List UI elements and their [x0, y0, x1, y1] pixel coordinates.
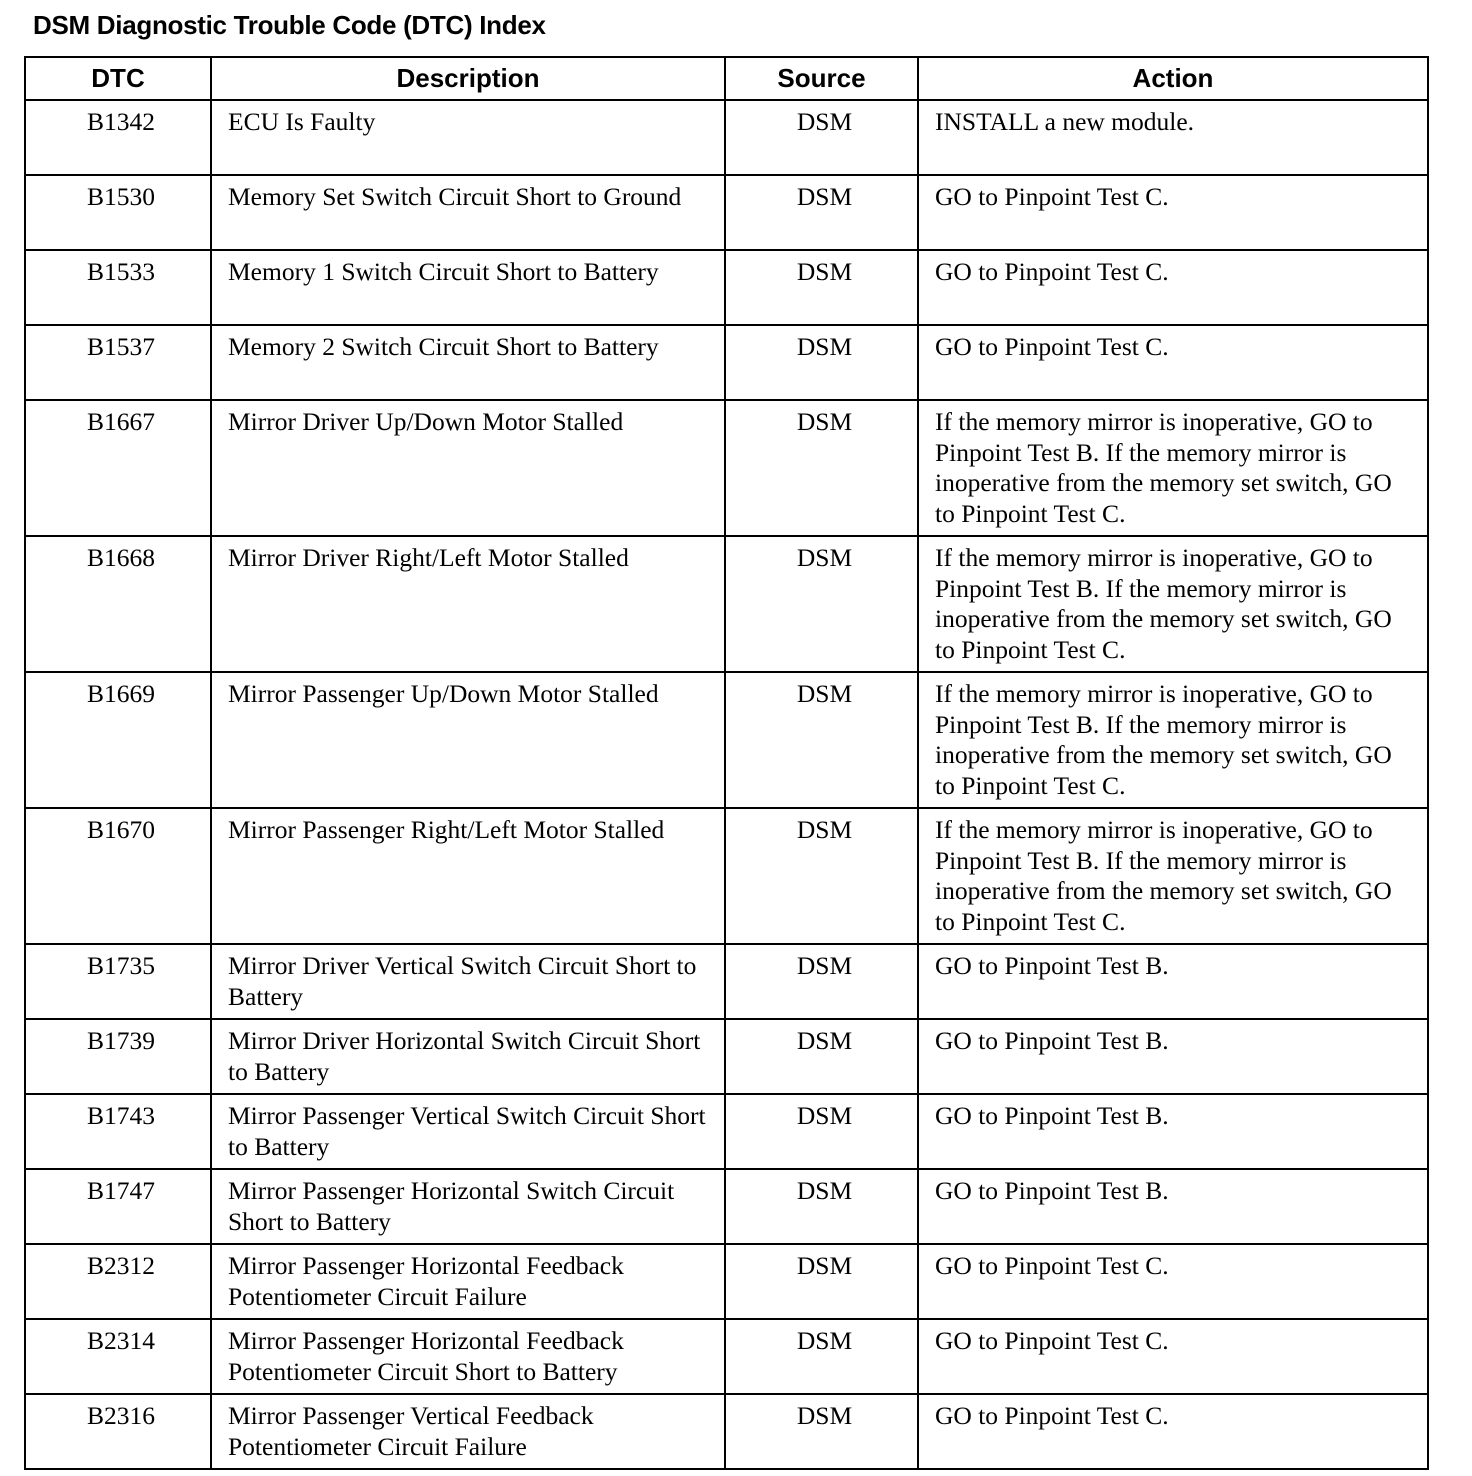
dtc-description: Mirror Passenger Horizontal Feedback Potentiometer Circuit Short to Battery: [211, 1319, 725, 1394]
table-row: [25, 250, 1428, 325]
table-header-row: [25, 57, 1428, 100]
dtc-source: DSM: [725, 250, 918, 325]
dtc-description: Mirror Passenger Up/Down Motor Stalled: [211, 672, 725, 808]
dtc-description: Mirror Passenger Vertical Feedback Potentiometer Circuit Failure: [211, 1394, 725, 1469]
page-title: DSM Diagnostic Trouble Code (DTC) Index: [33, 10, 546, 40]
dtc-code: B1747: [25, 1169, 211, 1244]
table-row: [25, 808, 1428, 944]
dtc-code: B1537: [25, 325, 211, 400]
dtc-source: DSM: [725, 808, 918, 944]
dtc-description: Mirror Passenger Vertical Switch Circuit Short to Battery: [211, 1094, 725, 1169]
table-row: [25, 400, 1428, 536]
dtc-code: B1533: [25, 250, 211, 325]
dtc-description: Mirror Driver Vertical Switch Circuit Short to Battery: [211, 944, 725, 1019]
dtc-action: If the memory mirror is inoperative, GO to Pinpoint Test B. If the memory mirror is inoperative from the memory set switch, GO to Pinpoint Test C.: [918, 400, 1428, 536]
dtc-action: GO to Pinpoint Test C.: [918, 175, 1428, 250]
dtc-index-table: [24, 56, 1429, 1470]
dtc-description: Memory 1 Switch Circuit Short to Battery: [211, 250, 725, 325]
dtc-code: B1735: [25, 944, 211, 1019]
dtc-description: Mirror Driver Right/Left Motor Stalled: [211, 536, 725, 672]
dtc-action: GO to Pinpoint Test C.: [918, 1319, 1428, 1394]
dtc-source: DSM: [725, 1019, 918, 1094]
dtc-source: DSM: [725, 1094, 918, 1169]
dtc-action: If the memory mirror is inoperative, GO to Pinpoint Test B. If the memory mirror is inoperative from the memory set switch, GO to Pinpoint Test C.: [918, 536, 1428, 672]
table-row: [25, 1319, 1428, 1394]
dtc-description: Mirror Passenger Horizontal Switch Circuit Short to Battery: [211, 1169, 725, 1244]
dtc-source: DSM: [725, 1394, 918, 1469]
dtc-action: GO to Pinpoint Test C.: [918, 250, 1428, 325]
dtc-source: DSM: [725, 1169, 918, 1244]
dtc-code: B1342: [25, 100, 211, 175]
dtc-code: B1668: [25, 536, 211, 672]
dtc-description: Memory Set Switch Circuit Short to Ground: [211, 175, 725, 250]
dtc-description: Mirror Driver Horizontal Switch Circuit Short to Battery: [211, 1019, 725, 1094]
dtc-description: ECU Is Faulty: [211, 100, 725, 175]
dtc-action: GO to Pinpoint Test B.: [918, 1169, 1428, 1244]
dtc-code: B1669: [25, 672, 211, 808]
dtc-source: DSM: [725, 400, 918, 536]
dtc-code: B1743: [25, 1094, 211, 1169]
dtc-source: DSM: [725, 1244, 918, 1319]
dtc-description: Mirror Passenger Right/Left Motor Stalled: [211, 808, 725, 944]
dtc-action: GO to Pinpoint Test B.: [918, 1094, 1428, 1169]
dtc-action: If the memory mirror is inoperative, GO to Pinpoint Test B. If the memory mirror is inoperative from the memory set switch, GO to Pinpoint Test C.: [918, 672, 1428, 808]
table-row: [25, 1169, 1428, 1244]
dtc-code: B1530: [25, 175, 211, 250]
table-row: [25, 672, 1428, 808]
dtc-code: B1667: [25, 400, 211, 536]
dtc-code: B1670: [25, 808, 211, 944]
table-row: [25, 1019, 1428, 1094]
dtc-code: B2314: [25, 1319, 211, 1394]
dtc-action: GO to Pinpoint Test C.: [918, 1394, 1428, 1469]
dtc-description: Memory 2 Switch Circuit Short to Battery: [211, 325, 725, 400]
dtc-action: If the memory mirror is inoperative, GO to Pinpoint Test B. If the memory mirror is inoperative from the memory set switch, GO to Pinpoint Test C.: [918, 808, 1428, 944]
table-row: [25, 1244, 1428, 1319]
dtc-source: DSM: [725, 536, 918, 672]
dtc-description: Mirror Passenger Horizontal Feedback Potentiometer Circuit Failure: [211, 1244, 725, 1319]
table-row: [25, 944, 1428, 1019]
dtc-action: GO to Pinpoint Test B.: [918, 1019, 1428, 1094]
dtc-description: Mirror Driver Up/Down Motor Stalled: [211, 400, 725, 536]
dtc-action: GO to Pinpoint Test B.: [918, 944, 1428, 1019]
header-source: Source: [725, 57, 918, 100]
dtc-source: DSM: [725, 672, 918, 808]
table-row: [25, 100, 1428, 175]
dtc-source: DSM: [725, 100, 918, 175]
header-dtc: DTC: [25, 57, 211, 100]
dtc-code: B2312: [25, 1244, 211, 1319]
dtc-action: INSTALL a new module.: [918, 100, 1428, 175]
dtc-action: GO to Pinpoint Test C.: [918, 1244, 1428, 1319]
dtc-source: DSM: [725, 325, 918, 400]
table-row: [25, 1094, 1428, 1169]
table-row: [25, 536, 1428, 672]
header-description: Description: [211, 57, 725, 100]
table-row: [25, 175, 1428, 250]
dtc-action: GO to Pinpoint Test C.: [918, 325, 1428, 400]
dtc-source: DSM: [725, 175, 918, 250]
table-row: [25, 1394, 1428, 1469]
dtc-source: DSM: [725, 1319, 918, 1394]
dtc-source: DSM: [725, 944, 918, 1019]
header-action: Action: [918, 57, 1428, 100]
dtc-code: B1739: [25, 1019, 211, 1094]
table-row: [25, 325, 1428, 400]
dtc-code: B2316: [25, 1394, 211, 1469]
